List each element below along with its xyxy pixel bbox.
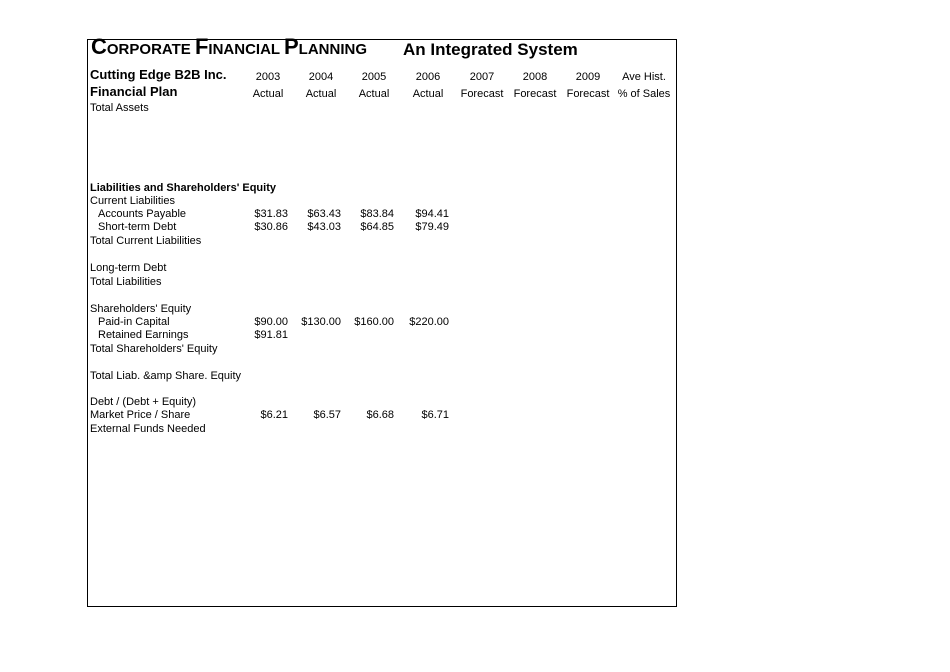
cell-ap-2006: $94.41 bbox=[415, 208, 449, 220]
col-year-2003: 2003 bbox=[255, 71, 281, 83]
cell-std-2003: $30.86 bbox=[254, 221, 288, 233]
cell-paid-2006: $220.00 bbox=[409, 316, 449, 328]
title-cap-2: F bbox=[194, 34, 209, 59]
col-type-2007: Forecast bbox=[460, 88, 504, 100]
plan-title: Financial Plan bbox=[90, 84, 178, 99]
row-market-price: Market Price / Share bbox=[90, 409, 191, 421]
row-current-liabilities: Current Liabilities bbox=[90, 195, 175, 207]
company-name: Cutting Edge B2B Inc. bbox=[90, 67, 227, 82]
cell-price-2006: $6.71 bbox=[421, 409, 449, 421]
cell-paid-2005: $160.00 bbox=[354, 316, 394, 328]
row-total-shareholders-equity: Total Shareholders' Equity bbox=[90, 343, 218, 355]
cell-price-2005: $6.68 bbox=[366, 409, 394, 421]
row-total-current-liabilities: Total Current Liabilities bbox=[90, 235, 202, 247]
col-type-2003: Actual bbox=[252, 88, 284, 100]
page-title bbox=[91, 34, 367, 60]
section-liabilities-equity: Liabilities and Shareholders' Equity bbox=[90, 182, 276, 194]
row-debt-ratio: Debt / (Debt + Equity) bbox=[90, 396, 197, 408]
col-ave-hist: Ave Hist. bbox=[622, 71, 666, 83]
cell-std-2005: $64.85 bbox=[360, 221, 394, 233]
col-type-2009: Forecast bbox=[566, 88, 610, 100]
row-retained-earnings: Retained Earnings bbox=[98, 329, 189, 341]
cell-ap-2004: $63.43 bbox=[307, 208, 341, 220]
cell-ap-2005: $83.84 bbox=[360, 208, 394, 220]
col-type-2005: Actual bbox=[358, 88, 390, 100]
row-long-term-debt: Long-term Debt bbox=[90, 262, 167, 274]
col-year-2005: 2005 bbox=[361, 71, 387, 83]
cell-paid-2003: $90.00 bbox=[254, 316, 288, 328]
title-cap-1: C bbox=[91, 34, 107, 59]
col-year-2009: 2009 bbox=[575, 71, 601, 83]
title-rest-2: INANCIAL bbox=[208, 41, 284, 58]
row-external-funds: External Funds Needed bbox=[90, 423, 206, 435]
row-paid-in-capital: Paid-in Capital bbox=[98, 316, 170, 328]
row-accounts-payable: Accounts Payable bbox=[98, 208, 187, 220]
col-year-2008: 2008 bbox=[522, 71, 548, 83]
col-type-2006: Actual bbox=[412, 88, 444, 100]
row-short-term-debt: Short-term Debt bbox=[98, 221, 177, 233]
cell-paid-2004: $130.00 bbox=[301, 316, 341, 328]
cell-std-2004: $43.03 bbox=[307, 221, 341, 233]
col-type-2004: Actual bbox=[305, 88, 337, 100]
page-subtitle: An Integrated System bbox=[403, 40, 578, 59]
col-type-ave-hist: % of Sales bbox=[617, 88, 671, 100]
title-cap-3: P bbox=[283, 34, 299, 59]
cell-retained-2003: $91.81 bbox=[254, 329, 288, 341]
col-year-2007: 2007 bbox=[469, 71, 495, 83]
col-year-2006: 2006 bbox=[415, 71, 441, 83]
col-year-2004: 2004 bbox=[308, 71, 334, 83]
title-rest-3: LANNING bbox=[298, 41, 367, 58]
col-type-2008: Forecast bbox=[513, 88, 557, 100]
row-total-liab-share-equity: Total Liab. &amp Share. Equity bbox=[90, 370, 242, 382]
cell-price-2004: $6.57 bbox=[313, 409, 341, 421]
cell-ap-2003: $31.83 bbox=[254, 208, 288, 220]
row-total-liabilities: Total Liabilities bbox=[90, 276, 162, 288]
row-total-assets: Total Assets bbox=[90, 102, 149, 114]
row-shareholders-equity: Shareholders' Equity bbox=[90, 303, 192, 315]
cell-price-2003: $6.21 bbox=[260, 409, 288, 421]
cell-std-2006: $79.49 bbox=[415, 221, 449, 233]
title-rest-1: ORPORATE bbox=[106, 41, 195, 58]
